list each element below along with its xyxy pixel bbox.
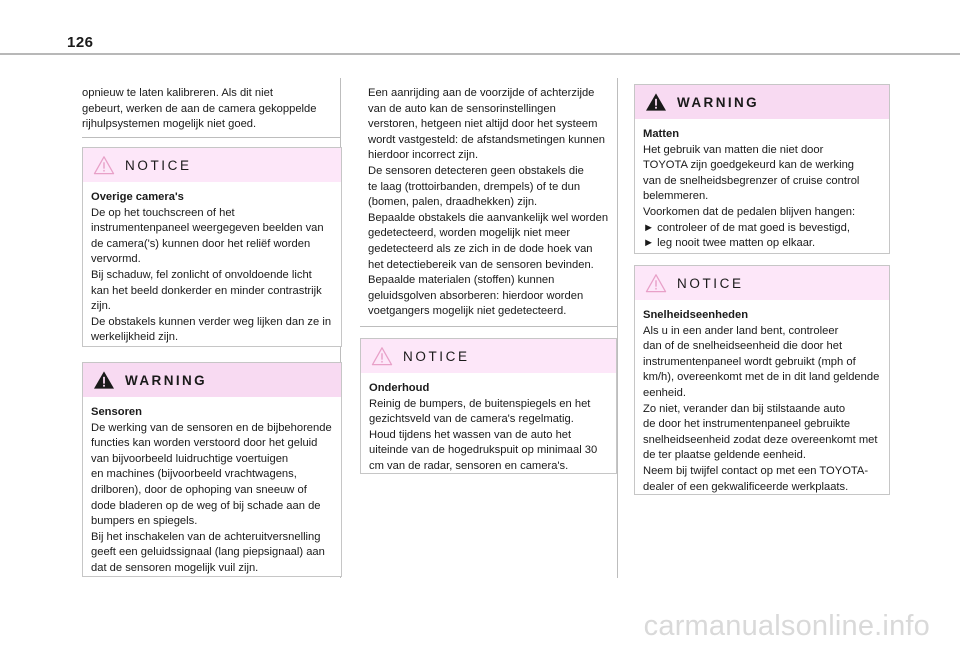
watermark-logo: carmanualsonline.info xyxy=(643,610,930,642)
notice-box-body xyxy=(83,182,341,346)
notice-box-maintenance xyxy=(360,338,617,474)
notice-warning-triangle-icon xyxy=(93,155,115,175)
warning-subtitle: Sensoren xyxy=(91,406,142,418)
warning-subtitle: Matten xyxy=(643,128,680,140)
notice-subtitle: Snelheidseenheden xyxy=(643,309,749,321)
notice-box-body xyxy=(361,373,616,475)
col2-intro-rule xyxy=(360,326,617,327)
notice-warning-triangle-icon xyxy=(645,273,667,293)
warning-box-mats xyxy=(634,84,890,254)
warning-triangle-icon xyxy=(93,370,115,390)
notice-title: NOTICE xyxy=(125,157,192,173)
col1-intro-rule xyxy=(82,137,340,138)
notice-text: Reinig de bumpers, de buitenspiegels en het gezichtsveld van de camera's regelmatig. Houd tijdens het wassen van de auto het uiteinde van de hogedrukspuit op minimaal 30 cm van de radar, sensoren en camera's. xyxy=(369,397,598,472)
notice-title: NOTICE xyxy=(403,348,470,364)
page-number: 126 xyxy=(67,34,94,51)
notice-box-header xyxy=(635,266,889,300)
notice-text: De op het touchscreen of het instrumentenpaneel weergegeven beelden van de camera('s) kunnen door het reliëf worden vervormd. Bij schaduw, fel zonlicht of onvoldoende licht kan het beeld donkerder en minder contrastrijk zijn. De obstakels kunnen verder weg lijken dan ze in werkelijkheid zijn. xyxy=(91,206,332,344)
notice-box-speed-units xyxy=(634,265,890,495)
warning-text: Het gebruik van matten die niet door TOYOTA zijn goedgekeurd kan de werking van de snelheidsbegrenzer of cruise control belemmeren. Voorkomen dat de pedalen blijven hangen: ► controleer of de mat goed is bevestigd, ► leg nooit twee matten op elkaar. xyxy=(643,143,860,250)
warning-title: WARNING xyxy=(677,94,760,110)
warning-triangle-icon xyxy=(645,92,667,112)
warning-box-sensors xyxy=(82,362,342,577)
warning-title: WARNING xyxy=(125,372,208,388)
warning-box-body xyxy=(635,119,889,252)
notice-subtitle: Onderhoud xyxy=(369,382,430,394)
notice-warning-triangle-icon xyxy=(371,346,393,366)
col1-intro-text: opnieuw te laten kalibreren. Als dit niet gebeurt, werken de aan de camera gekoppelde rijhulpsystemen mogelijk niet goed. xyxy=(82,87,317,131)
notice-box-cameras xyxy=(82,147,342,347)
notice-text: Als u in een ander land bent, controleer dan of de snelheidseenheid die door het instrumentenpaneel wordt gebruikt (mph of km/h), overeenkomt met de in dit land geldende eenheid. Zo niet, verander dan bij stilstaande auto de door het instrumentenpaneel gebruikte snelheidseenheid zodat deze overeenkomt met de ter plaatse geldende eenheid. Neem bij twijfel contact op met een TOYOTA- dealer of een gekwalificeerde werkplaats. xyxy=(643,324,880,493)
notice-box-body xyxy=(635,300,889,495)
notice-box-header xyxy=(361,339,616,373)
warning-box-body xyxy=(83,397,341,577)
notice-title: NOTICE xyxy=(677,275,744,291)
header-divider xyxy=(0,53,960,55)
notice-subtitle: Overige camera's xyxy=(91,191,184,203)
warning-text: De werking van de sensoren en de bijbehorende functies kan worden verstoord door het geluid van bijvoorbeeld luidruchtige voertuigen en machines (bijvoorbeeld vrachtwagens, drilboren), door de ophoping van sneeuw of dode bladeren op de weg of bij schade aan de bumpers en spiegels. Bij het inschakelen van de achteruitversnelling geeft een geluidssignaal (lang piepsignaal) aan dat de sensoren mogelijk vuil zijn. xyxy=(91,421,332,574)
warning-box-header xyxy=(83,363,341,397)
col2-intro-text: Een aanrijding aan de voorzijde of achterzijde van de auto kan de sensorinstellingen verstoren, hetgeen niet altijd door het systeem wordt vastgesteld: de afstandsmetingen kunnen hierdoor incorrect zijn. De sensoren detecteren geen obstakels die te laag (trottoirbanden, drempels) of te dun (bomen, palen, draadhekken) zijn. Bepaalde obstakels die aanvankelijk wel worden gedetecteerd, worden mogelijk niet meer gedetecteerd als ze zich in de dode hoek van het detectiebereik van de sensoren bevinden. Bepaalde materialen (stoffen) kunnen geluidsgolven absorberen: hierdoor worden voetgangers mogelijk niet gedetecteerd. xyxy=(368,87,609,318)
warning-box-header xyxy=(635,85,889,119)
notice-box-header xyxy=(83,148,341,182)
